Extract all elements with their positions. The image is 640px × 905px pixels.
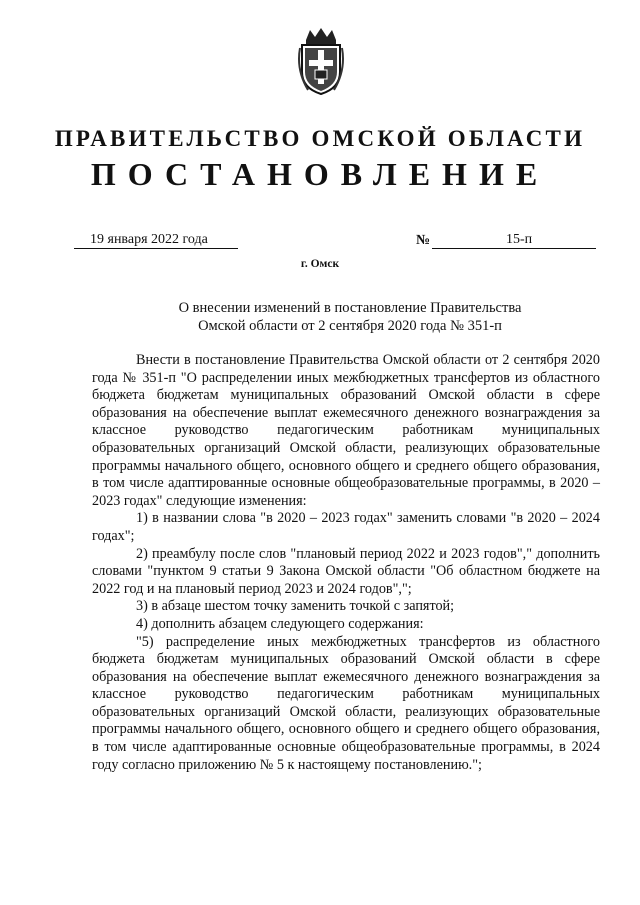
body-paragraph: 2) преамбулу после слов "плановый период 2022 и 2023 годов"," дополнить словами "пунктом 9 статьи 9 Закона Омской области "Об областном бюджете на 2022 год и на плановый период 2023 и 2024 годов","; — [92, 545, 600, 597]
city-label: г. Омск — [300, 258, 340, 270]
title-line: О внесении изменений в постановление Правительства — [178, 300, 522, 316]
document-type: ПОСТАНОВЛЕНИЕ — [90, 156, 550, 192]
body-paragraph: "5) распределение иных межбюджетных трансфертов из областного бюджета бюджетам муниципальных образований Омской области в сфере образования на обеспечение выплат ежемесячного денежного вознаграждения за классное руководство педагогическим работникам муниципальных образовательных организаций Омской области, реализующих образовательные программы начального общего, основного общего и среднего общего образования, в том числе адаптированные основные общеобразовательные программы, в 2024 году согласно приложению № 5 к настоящему постановлению."; — [92, 633, 600, 773]
document-body — [92, 352, 600, 774]
body-paragraph: 3) в абзаце шестом точку заменить точкой с запятой; — [136, 598, 455, 615]
document-number: 15-п — [432, 232, 596, 249]
title-line: Омской области от 2 сентября 2020 года № 351-п — [198, 318, 502, 334]
organization-name: ПРАВИТЕЛЬСТВО ОМСКОЙ ОБЛАСТИ — [54, 126, 586, 151]
document-title — [0, 299, 640, 335]
body-paragraph: 4) дополнить абзацем следующего содержания: — [136, 615, 424, 632]
body-paragraph: 1) в названии слова "в 2020 – 2023 годах" заменить словами "в 2020 – 2024 годах"; — [92, 510, 600, 544]
body-paragraph: Внести в постановление Правительства Омской области от 2 сентября 2020 года № 351-п "О распределении иных межбюджетных трансфертов из областного бюджета бюджетам муниципальных образований Омской области в сфере образования на обеспечение выплат ежемесячного денежного вознаграждения за классное руководство педагогическим работникам муниципальных образовательных организаций Омской области, реализующих образовательные программы начального общего, основного общего и среднего общего образования, в том числе адаптированные основные общеобразовательные программы, в 2020 – 2023 годах" следующие изменения: — [92, 352, 600, 509]
number-label: № — [416, 233, 431, 248]
coat-of-arms-icon — [296, 26, 346, 96]
document-date: 19 января 2022 года — [74, 232, 238, 249]
